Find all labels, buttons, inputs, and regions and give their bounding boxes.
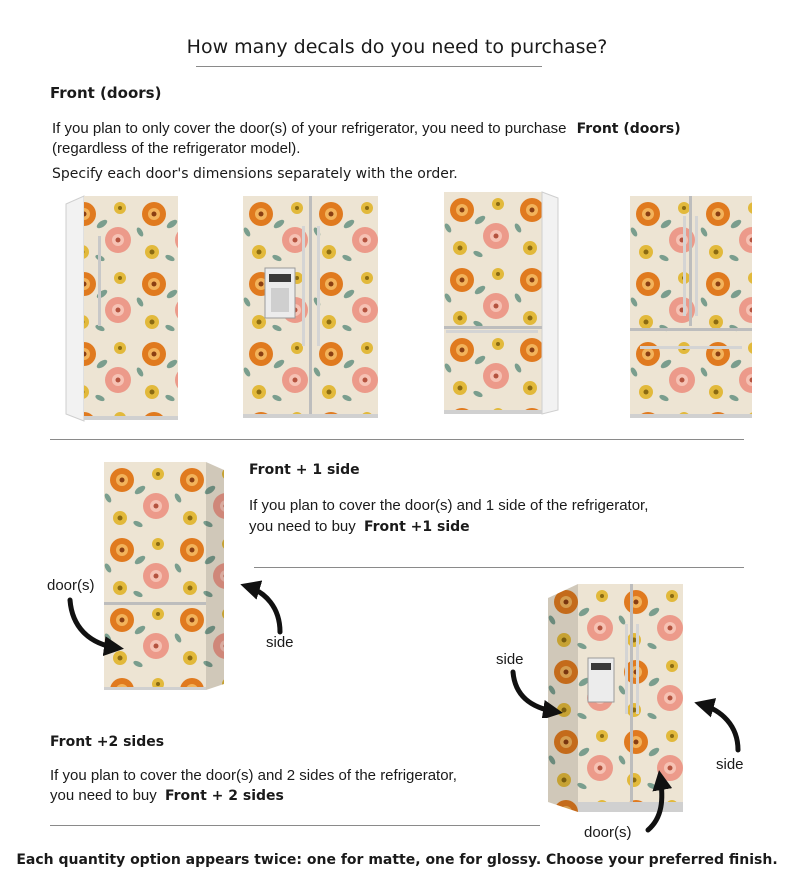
footer-note: Each quantity option appears twice: one for matte, one for glossy. Choose your preferred finish. — [16, 852, 778, 868]
front-2-sides-left-side-label: side — [496, 651, 524, 668]
section-divider-3 — [50, 825, 540, 826]
front-doors-line1-text: If you plan to only cover the door(s) of your refrigerator, you need to purchase — [52, 120, 567, 137]
front-1-side-doors-label: door(s) — [47, 577, 95, 594]
front-1-side-side-label: side — [266, 634, 294, 651]
side-arrow-icon — [236, 578, 296, 638]
front-doors-line1-bold: Front (doors) — [576, 121, 681, 137]
section-divider-2 — [254, 567, 744, 568]
front-doors-line2: (regardless of the refrigerator model). — [52, 140, 301, 157]
fridge-bottom-freezer-image — [444, 192, 558, 417]
front-2-sides-heading: Front +2 sides — [50, 734, 165, 750]
front-1-side-line2-bold: Front +1 side — [363, 519, 470, 535]
front-1-side-line1: If you plan to cover the door(s) and 1 side of the refrigerator, — [249, 497, 649, 514]
front-1-side-line2-text: you need to buy — [249, 518, 356, 535]
front-doors-heading: Front (doors) — [50, 84, 162, 102]
front-2-sides-line2 — [50, 786, 284, 806]
front-2-sides-right-side-label: side — [716, 756, 744, 773]
front-2-sides-line2-text: you need to buy — [50, 787, 157, 804]
fridge-single-door-image — [66, 196, 178, 421]
front-2-sides-doors-label: door(s) — [584, 824, 632, 841]
front-doors-arrow-icon — [640, 770, 680, 836]
front-1-side-line2 — [249, 517, 470, 537]
section-divider-1 — [50, 439, 744, 440]
fridge-french-door-image — [630, 196, 752, 421]
front-2-sides-line1: If you plan to cover the door(s) and 2 sides of the refrigerator, — [50, 767, 457, 784]
fridge-side-by-side-image — [243, 196, 378, 421]
page-title: How many decals do you need to purchase? — [186, 36, 608, 58]
doors-arrow-icon — [60, 596, 130, 658]
left-side-arrow-icon — [505, 668, 565, 718]
front-2-sides-line2-bold: Front + 2 sides — [164, 788, 284, 804]
front-doors-line3: Specify each door's dimensions separately with the order. — [52, 166, 458, 182]
right-side-arrow-icon — [690, 696, 750, 756]
front-doors-line1 — [52, 119, 772, 139]
title-divider — [196, 66, 542, 67]
front-1-side-heading: Front + 1 side — [249, 462, 360, 478]
